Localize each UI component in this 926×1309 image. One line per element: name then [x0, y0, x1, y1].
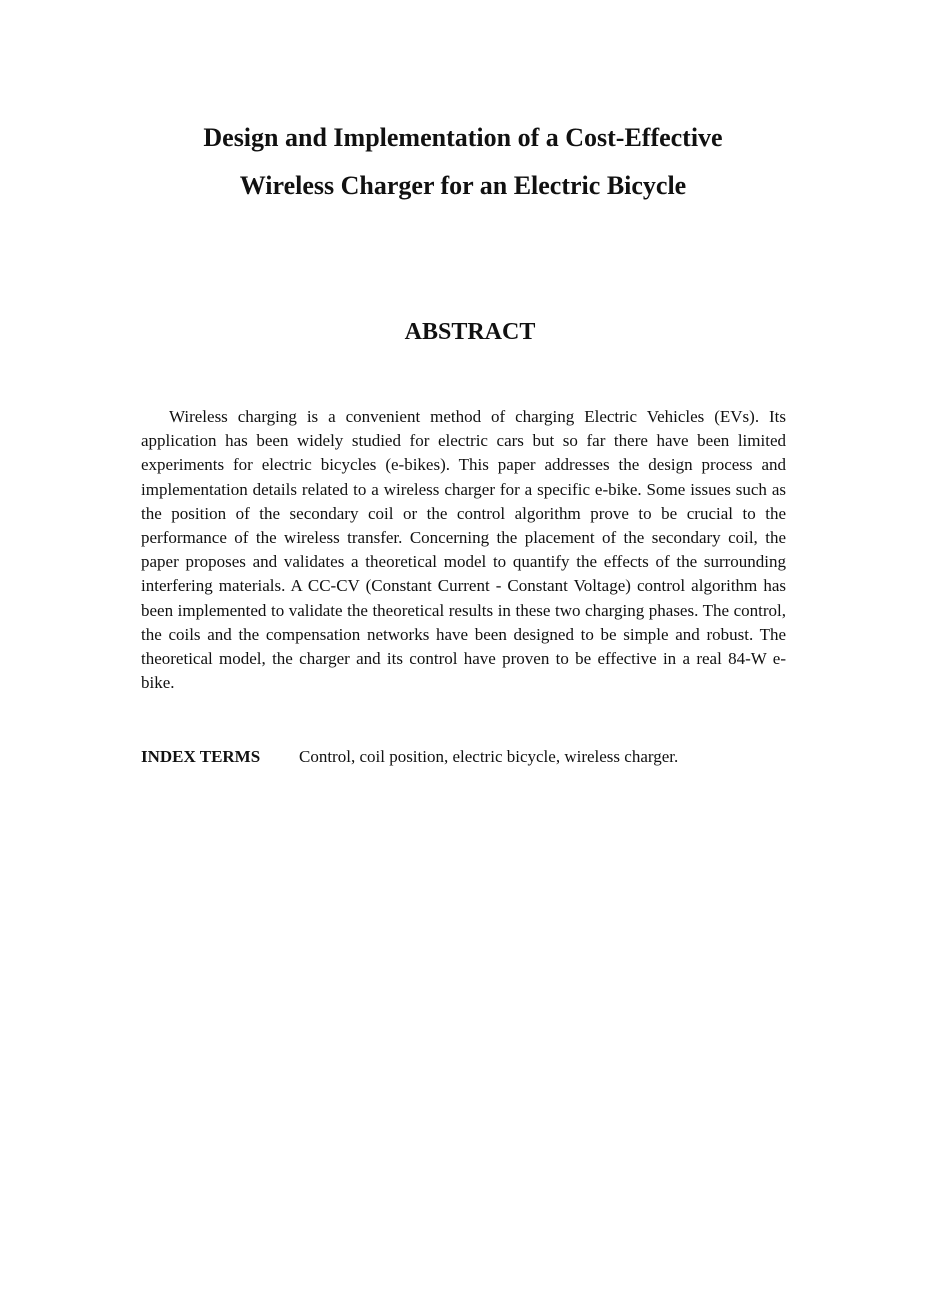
title-line-1: Design and Implementation of a Cost-Effective [203, 123, 723, 152]
paper-title [0, 114, 926, 210]
index-terms-label: INDEX TERMS [141, 747, 261, 766]
title-line-2: Wireless Charger for an Electric Bicycle [239, 171, 687, 200]
index-terms-text: Control, coil position, electric bicycle, wireless charger. [299, 747, 679, 766]
abstract-body: Wireless charging is a convenient method of charging Electric Vehicles (EVs). Its application has been widely studied for electric cars but so far there have been limited experiments for electric bicycles (e-bikes). This paper addresses the design process and implementation details related to a wireless charger for a specific e-bike. Some issues such as the position of the secondary coil or the control algorithm prove to be crucial to the performance of the wireless transfer. Concerning the placement of the secondary coil, the paper proposes and validates a theoretical model to quantify the effects of the surrounding interfering materials. A CC-CV (Constant Current - Constant Voltage) control algorithm has been implemented to validate the theoretical results in these two charging phases. The control, the coils and the compensation networks have been designed to be simple and robust. The theoretical model, the charger and its control have proven to be effective in a real 84-W e-bike. [141, 407, 786, 693]
index-terms [141, 745, 786, 769]
abstract-heading: ABSTRACT [404, 319, 536, 345]
